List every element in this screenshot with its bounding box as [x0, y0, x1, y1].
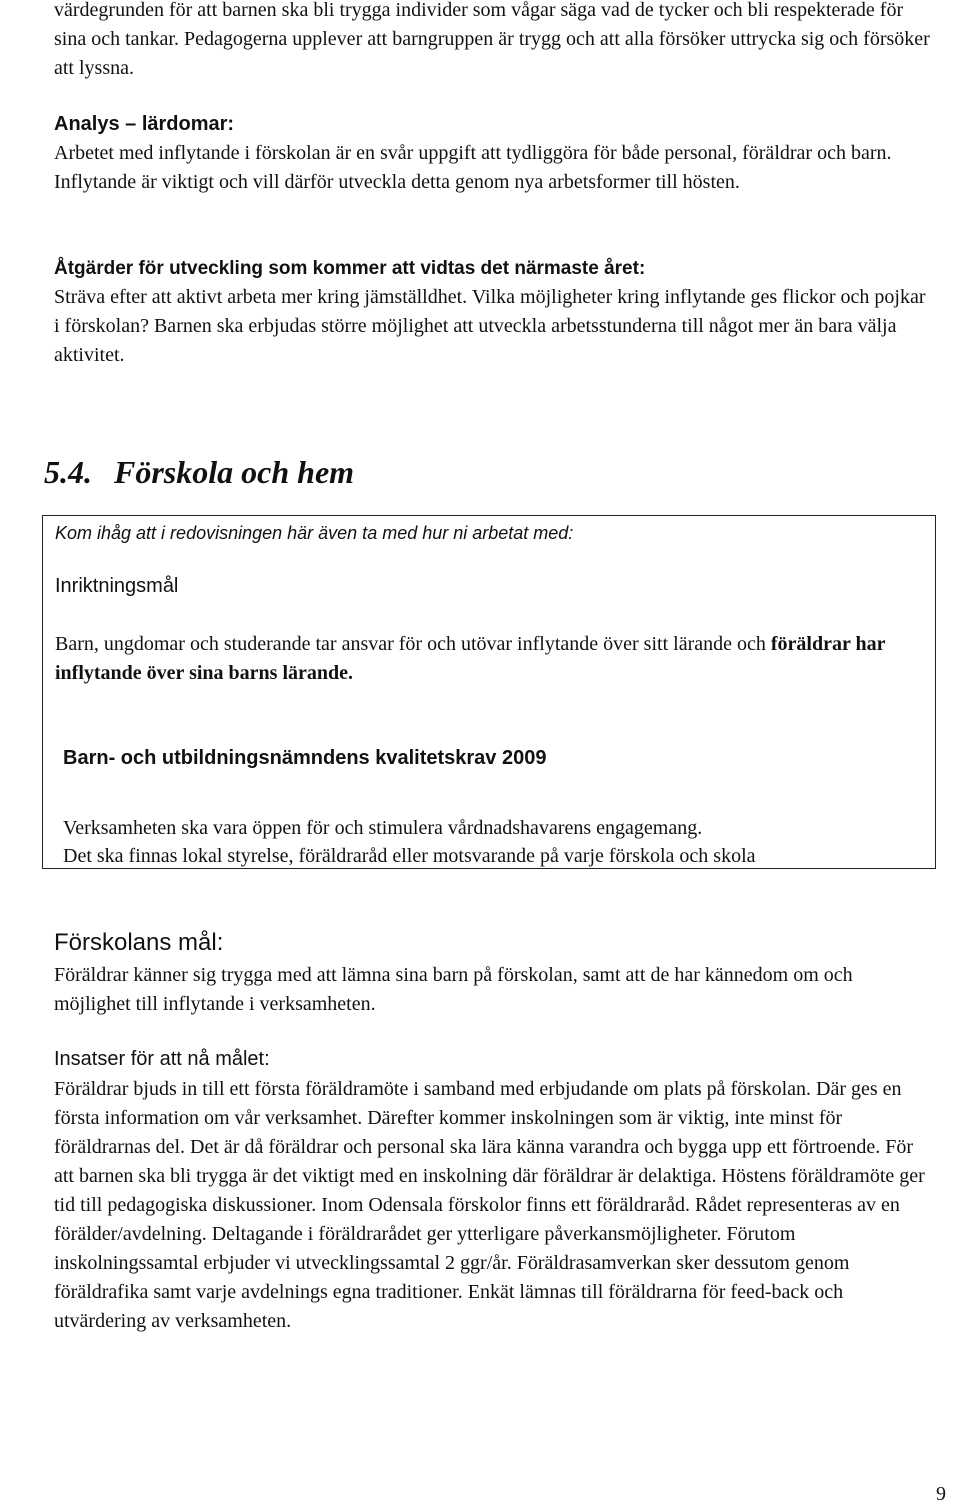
quality-line-1: Verksamheten ska vara öppen för och stimulera vårdnadshavarens engagemang.	[63, 817, 703, 839]
actions-heading: Åtgärder för utveckling som kommer att vidtas det närmaste året:	[54, 258, 646, 279]
section-heading	[44, 452, 354, 492]
goal-text	[55, 630, 935, 688]
analysis-paragraph: Arbetet med inflytande i förskolan är en svår uppgift att tydliggöra för både personal, föräldrar och barn. Inflytande är viktigt och vill därför utveckla detta genom nya arbetsformer till hösten.	[54, 142, 892, 193]
goal-text-normal: Barn, ungdomar och studerande tar ansvar för och utövar inflytande över sitt lärande och	[55, 633, 771, 655]
intro-paragraph: värdegrunden för att barnen ska bli trygga individer som vågar säga vad de tycker och bli respekterade för sina och tankar. Pedagogerna upplever att barngruppen är trygg och att alla försöker uttrycka sig och försöker att lyssna.	[54, 0, 930, 79]
reminder-text: Kom ihåg att i redovisningen här även ta med hur ni arbetat med:	[55, 523, 574, 543]
page-number: 9	[936, 1483, 946, 1505]
preschool-goal-heading: Förskolans mål:	[54, 929, 224, 956]
analysis-heading: Analys – lärdomar:	[54, 113, 235, 135]
efforts-paragraph: Föräldrar bjuds in till ett första föräldramöte i samband med erbjudande om plats på förskolan. Där ges en första information om vår verksamhet. Därefter kommer inskolningen som är viktig, inte minst för föräldrarnas del. Det är då föräldrar och personal ska lära känna varandra och bygga upp ett förtroende. För att barnen ska bli trygga är det viktigt med en inskolning där föräldrar är delaktiga. Höstens föräldramöte ger tid till pedagogiska diskussioner. Inom Odensala förskolor finns ett föräldraråd. Rådet representeras av en förälder/avdelning. Deltagande i föräldrarådet ger ytterligare påverkansmöjligheter. Förutom inskolningssamtal erbjuder vi utvecklingssamtal 2 ggr/år. Föräldrasamverkan sker dessutom genom föräldrafika samt varje avdelnings egna traditioner. Enkät lämnas till föräldrarna för feed-back och utvärdering av verksamheten.	[54, 1078, 925, 1332]
preschool-goal-paragraph: Föräldrar känner sig trygga med att lämna sina barn på förskolan, samt att de har kännedom om och möjlighet till inflytande i verksamheten.	[54, 964, 853, 1015]
goal-heading: Inriktningsmål	[55, 575, 179, 597]
goal-text-bold: föräldrar har inflytande över sina barns lärande.	[55, 633, 886, 684]
quality-line-2: Det ska finnas lokal styrelse, föräldraråd eller motsvarande på varje förskola och skola	[63, 845, 756, 867]
section-title: Förskola och hem	[114, 454, 355, 490]
actions-paragraph: Sträva efter att aktivt arbeta mer kring jämställdhet. Vilka möjligheter kring inflytande ges flickor och pojkar i förskolan? Barnen ska erbjudas större möjlighet att utveckla arbetsstunderna till något mer än bara välja aktivitet.	[54, 286, 926, 366]
section-number: 5.4.	[44, 454, 92, 490]
requirements-box	[42, 515, 936, 869]
quality-heading: Barn- och utbildningsnämndens kvalitetskrav 2009	[63, 747, 547, 769]
efforts-heading: Insatser för att nå målet:	[54, 1048, 270, 1070]
